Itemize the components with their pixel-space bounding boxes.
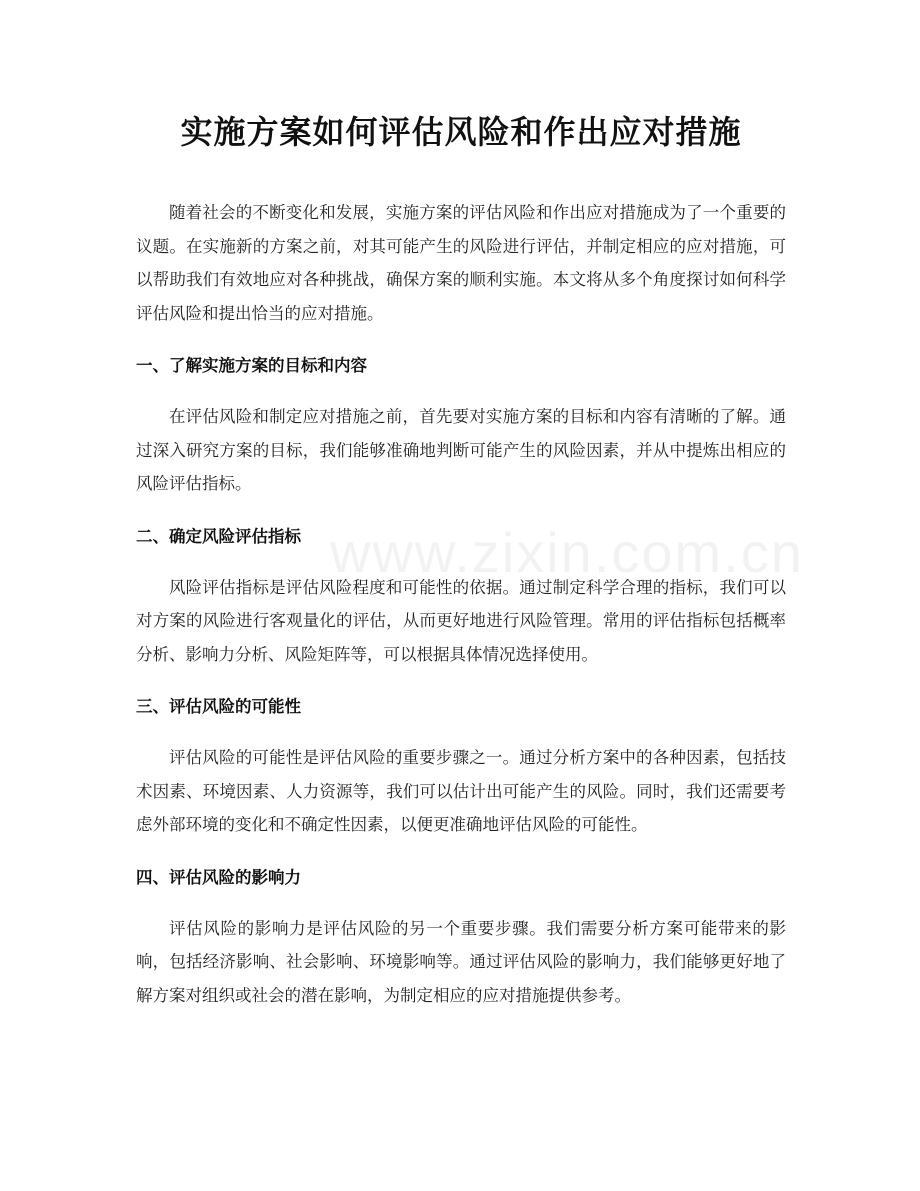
section-3-body: 评估风险的可能性是评估风险的重要步骤之一。通过分析方案中的各种因素，包括技术因素、环境因素、人力资源等，我们可以估计出可能产生的风险。同时，我们还需要考虑外部环境的变化和不确定性因素，以便更准确地评估风险的可能性。: [136, 748, 786, 834]
section-2-heading: 二、确定风险评估指标: [136, 526, 301, 546]
intro-paragraph: 随着社会的不断变化和发展，实施方案的评估风险和作出应对措施成为了一个重要的议题。在实施新的方案之前，对其可能产生的风险进行评估，并制定相应的应对措施，可以帮助我们有效地应对各种挑战，确保方案的顺利实施。本文将从多个角度探讨如何科学评估风险和提出恰当的应对措施。: [136, 203, 786, 323]
document-title: 实施方案如何评估风险和作出应对措施: [180, 113, 742, 151]
section-1-heading: 一、了解实施方案的目标和内容: [136, 356, 367, 375]
section-4-body: 评估风险的影响力是评估风险的另一个重要步骤。我们需要分析方案可能带来的影响，包括经济影响、社会影响、环境影响等。通过评估风险的影响力，我们能够更好地了解方案对组织或社会的潜在影响，为制定相应的应对措施提供参考。: [136, 918, 786, 1005]
section-1-body: 在评估风险和制定应对措施之前，首先要对实施方案的目标和内容有清晰的了解。通过深入研究方案的目标，我们能够准确地判断可能产生的风险因素，并从中提炼出相应的风险评估指标。: [136, 407, 786, 493]
watermark: www.zixin.com.cn: [330, 521, 804, 584]
section-2-body: 风险评估指标是评估风险程度和可能性的依据。通过制定科学合理的指标，我们可以对方案的风险进行客观量化的评估，从而更好地进行风险管理。常用的评估指标包括概率分析、影响力分析、风险矩阵等，可以根据具体情况选择使用。: [136, 577, 786, 664]
section-3-heading: 三、评估风险的可能性: [136, 697, 301, 716]
section-4-heading: 四、评估风险的影响力: [136, 867, 301, 887]
